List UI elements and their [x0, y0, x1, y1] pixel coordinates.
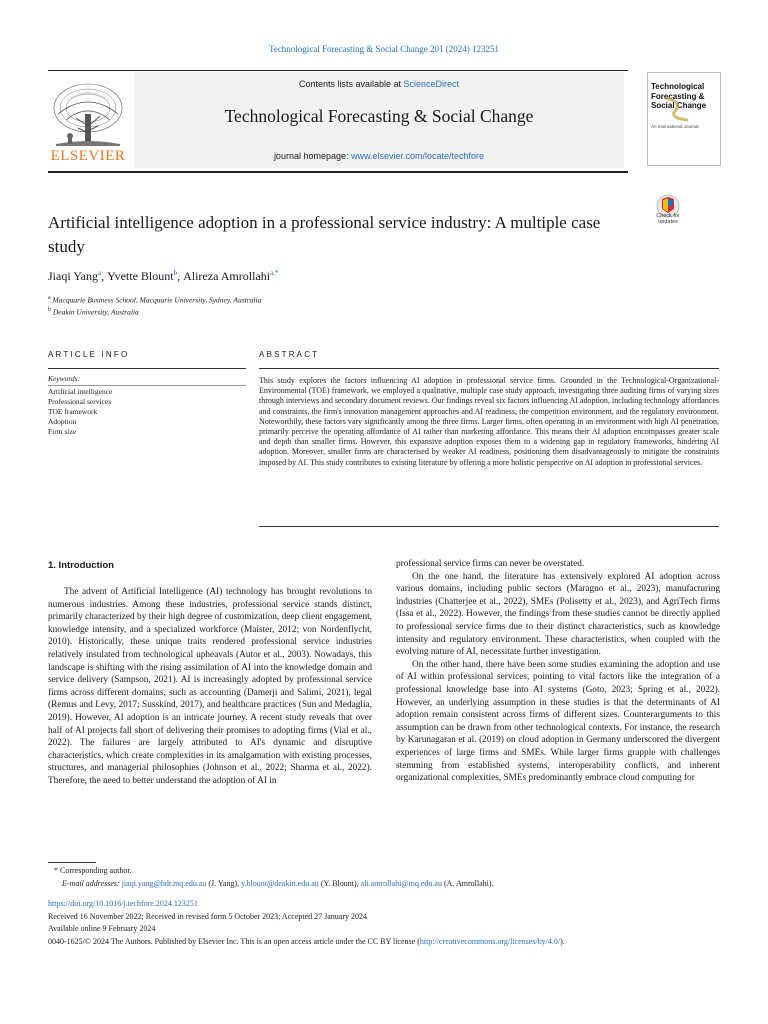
corresponding-author-note: * Corresponding author.	[54, 866, 132, 875]
license-text-end: ).	[560, 937, 565, 946]
running-header: Technological Forecasting & Social Change 201 (2024) 123251	[268, 44, 500, 54]
elsevier-wordmark: ELSEVIER	[50, 148, 126, 164]
sciencedirect-link[interactable]: ScienceDirect	[403, 79, 460, 89]
doi-link[interactable]: https://doi.org/10.1016/j.techfore.2024.123251	[48, 899, 198, 908]
keyword-item: TOE framework	[48, 407, 98, 416]
body-right-column	[396, 558, 720, 785]
body-paragraph: The advent of Artificial Intelligence (AI) technology has brought revolutions to numerous industries. Among these industries, professional service stands distinct, primarily characterized by their high degree of customization, deep client engagement, knowledge intensity, and a specialized workforce (Maister, 2012; von Nordenflycht, 2010). Historically, these unique traits rendered professional service industries relatively insulated from technological upheavals (Autor et al., 2003). Nowadays, this landscape is shifting with the rising assimilation of AI into the knowledge domain and service delivery (Sampson, 2021). AI is increasingly adopted by professional service firms across different domains, such as accounting (Damerji and Salimi, 2021), legal (Remus and Levy, 2017; Susskind, 2017), and healthcare practices (Sun and Medaglia, 2019). However, AI adoption is an intricate journey. A recent study reveals that over half of AI projects fall short of delivering their promises to adopting firms (Vial et al., 2022). The failures are largely attributed to AI's dynamic and disruptive characteristics, which create complexities in its amalgamation with existing processes, structures, and managerial philosophies (Johnson et al., 2022; Sharma et al., 2022). Therefore, the need to better understand the adoption of AI in	[48, 587, 372, 786]
body-paragraph: professional service firms can never be overstated.	[396, 559, 585, 569]
keyword-item: Artificial intelligence	[48, 387, 113, 396]
author-name[interactable]: Jiaqi Yang	[48, 269, 99, 283]
received-dates: Received 16 November 2022; Received in revised form 5 October 2023; Accepted 27 January 2024	[48, 912, 368, 921]
affiliation: $^b$ Deakin University, Australia	[48, 307, 139, 317]
email-link[interactable]: ali.amrollahi@mq.edu.au	[360, 879, 442, 888]
online-date: Available online 9 February 2024	[48, 924, 156, 933]
author-list: Jiaqi Yang$^a$, Yvette Blount$^b$, Alireza Amrollahi$^{a,*}$	[48, 269, 279, 283]
author-name[interactable]: Yvette Blount	[107, 269, 174, 283]
author-name[interactable]: Alireza Amrollahi	[183, 269, 271, 283]
author-affiliation-marker[interactable]: a,*	[270, 269, 279, 277]
email-link[interactable]: jiaqi.yang@hdr.mq.edu.au	[121, 879, 207, 888]
email-addresses	[62, 879, 494, 888]
keyword-item: Adoption	[48, 417, 77, 426]
license-link[interactable]: http://creativecommons.org/licenses/by/4.0/	[419, 937, 561, 946]
footnote-rule	[48, 862, 96, 863]
article-info-heading: ARTICLE INFO	[48, 350, 130, 359]
keywords-block	[48, 374, 228, 437]
abstract-text: This study explores the factors influencing AI adoption in professional service firms. Grounded in the Technological-Organizational-Environmental (TOE) framework, we employed a qualitative, multiple case study approach, investigating three auditing firms of varying sizes through interviews and secondary document reviews. Our findings reveal six factors influencing AI adoption, including technology affordances and constraints, the firm's innovation management approaches and AI readiness, the competition environment, and the regulatory environment. Noteworthily, these factors vary significantly among the three firms. Larger firms, often operating in an environment with high AI penetration, primarily perceive the operating affordance of AI rather than marketing affordance. This means their AI adoption encompasses greater scale and depth than smaller firms. However, this expansive adoption exposes them to a widening gap in regulatory frameworks, hindering AI adoption. Moreover, smaller firms are characterised by weaker AI readiness, positioning them disadvantageously to mitigate the constraints imposed by AI. This study contributes to existing literature by offering a more holistic perspective on AI adoption in professional services.	[259, 376, 719, 467]
article-title: Artificial intelligence adoption in a professional service industry: A multiple case study	[48, 213, 601, 256]
keywords-label: Keywords:	[48, 374, 81, 383]
author-affiliation-marker[interactable]: b	[173, 269, 178, 277]
email-owner: (J. Yang),	[206, 879, 242, 888]
license-text: 0040-1625/© 2024 The Authors. Published by Elsevier Inc. This is an open access article under the CC BY license (	[48, 937, 420, 946]
contents-prefix: Contents lists available at	[298, 79, 404, 89]
contents-line	[134, 79, 624, 89]
abstract-rule	[259, 368, 719, 369]
license-line	[48, 937, 728, 946]
homepage-link[interactable]: www.elsevier.com/locate/techfore	[351, 151, 485, 161]
abstract-bottom-rule	[259, 526, 719, 527]
body-paragraph: On the other hand, there have been some studies examining the adoption and use of AI within professional services, pointing to vital factors like the integration of a professional knowledge base into AI systems (Goto, 2023; Spring et al., 2022). However, an underlying assumption in these studies is that the determinants of AI adoption remain consistent across firms of different sizes. Counterarguments to this assumption can be drawn from other technological contexts. For instance, the research by Karunagaran et al. (2019) on cloud adoption in Germany underscored the divergent experiences of large firms and SMEs. While larger firms grapple with challenges stemming from established systems, interoperability conflicts, and inherent organizational complexities, SMEs predominantly embrace cloud computing for	[396, 659, 720, 784]
email-link[interactable]: y.blount@deakin.edu.au	[241, 879, 319, 888]
check-for-updates-label: Check for updates	[656, 213, 680, 225]
cover-title: Technological Forecasting & Social Change	[651, 82, 707, 110]
email-owner: (Y. Blount),	[318, 879, 361, 888]
keyword-item: Professional services	[48, 397, 112, 406]
journal-title: Technological Forecasting & Social Change	[224, 106, 534, 126]
body-left-column	[48, 586, 372, 788]
cover-subtitle: An International Journal	[651, 124, 699, 129]
masthead-top-rule	[48, 70, 628, 71]
keyword-item: Firm size	[48, 427, 77, 436]
masthead-bottom-rule	[48, 171, 628, 173]
keywords-underline	[48, 385, 246, 386]
journal-homepage	[134, 151, 624, 161]
abstract-heading: ABSTRACT	[259, 350, 320, 359]
author-affiliation-marker[interactable]: a	[98, 269, 102, 277]
affiliation: $^a$ Macquarie Business School, Macquarie University, Sydney, Australia	[48, 295, 262, 305]
homepage-label: journal homepage:	[273, 151, 351, 161]
body-paragraph: On the one hand, the literature has extensively explored AI adoption across various domains, including public sectors (Maragno et al., 2023), manufacturing industries (Chatterjee et al., 2022), SMEs (Polisetty et al., 2023), and AgriTech firms (Issa et al., 2022). However, the findings from these studies cannot be directly applied to professional service firms due to their distinct characteristics, such as knowledge intensity and regulatory environment. These characteristics, when coupled with the evolving nature of AI, necessitate further investigation.	[396, 571, 720, 658]
article-info-rule	[48, 368, 246, 369]
email-owner: (A. Amrollahi).	[441, 879, 494, 888]
section-heading-introduction: 1. Introduction	[48, 560, 114, 571]
cover-graphic	[662, 96, 694, 122]
email-label: E-mail addresses:	[62, 879, 122, 888]
